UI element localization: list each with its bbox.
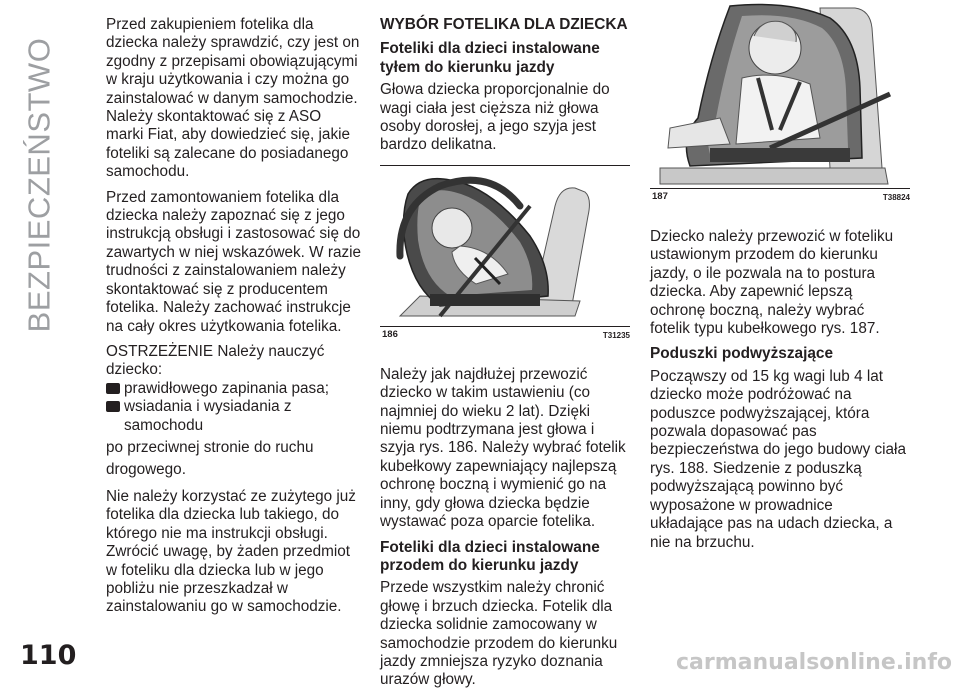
figure-number: 186 (382, 328, 398, 340)
watermark: carmanualsonline.info (676, 650, 952, 675)
warning-intro: OSTRZEŻENIE Należy nauczyć dziecko: (106, 342, 325, 379)
page-number: 110 (20, 640, 77, 671)
column-1 (106, 16, 362, 624)
list-item (106, 398, 362, 435)
subheading: Poduszki podwyższające (650, 345, 834, 363)
figure-186 (380, 165, 630, 342)
continuation-line: drogowego. (106, 460, 186, 478)
section-title: BEZPIECZEŃSTWO (21, 37, 57, 333)
rear-facing-seat-illustration (380, 166, 630, 326)
continuation-line: po przeciwnej stronie do ruchu (106, 438, 314, 456)
figure-code: T31235 (602, 330, 630, 340)
paragraph: Przede wszystkim należy chronić głowę i brzuch dziecka. Fotelik dla dziecka solidnie zamocowany w samochodzie przodem do kierunku jazdy zmniejsza ryzyko doznania urazów głowy. (380, 579, 618, 689)
column-2 (380, 16, 630, 697)
paragraph: Głowa dziecka proporcjonalnie do wagi ciała jest cięższa niż głowa osoby dorosłej, a jego szyja jest bardzo delikatna. (380, 81, 610, 154)
bullet-box-icon (106, 401, 120, 412)
section-title-vertical (6, 20, 72, 350)
column-3 (650, 16, 908, 559)
subheading: Foteliki dla dzieci instalowane przodem do kierunku jazdy (380, 538, 600, 574)
list-continuation (106, 437, 362, 481)
paragraph: Nie należy korzystać ze zużytego już fotelika dla dziecka lub takiego, do którego nie ma instrukcji obsługi. Zwrócić uwagę, by żaden przedmiot w foteliku dla dziecka lub w jego pobliżu nie przeszkadzał w zainstalowaniu go w samochodzie. (106, 487, 356, 616)
paragraph: Przed zamontowaniem fotelika dla dziecka należy zapoznać się z jego instrukcją obsługi i zastosować się do zawartych w niej wskazówek. W razie trudności z zainstalowaniem należy skontaktować się z producentem fotelika. Należy zachować instrukcje na cały okres użytkowania fotelika. (106, 188, 362, 335)
paragraph: Przed zakupieniem fotelika dla dziecka należy sprawdzić, czy jest on zgodny z przepisami obowiązującymi w kraju użytkowania i czy można go zainstalować w danym samochodzie. Należy skontaktować się z ASO marki Fiat, aby dowiedzieć się, jakie foteliki są zalecane do posiadanego samochodu. (106, 16, 360, 181)
list-item-text: prawidłowego zapinania pasa; (124, 379, 329, 397)
paragraph: Dziecko należy przewozić w foteliku ustawionym przodem do kierunku jazdy, o ile pozwala na to postura dziecka. Aby zapewnić lepszą ochronę boczną, należy wybrać fotelik typu kubełkowego rys. 187. (650, 228, 894, 338)
figure-number: 187 (652, 191, 668, 202)
figure-code: T38824 (882, 193, 910, 202)
figure-187 (650, 0, 910, 204)
figure-caption (650, 189, 910, 204)
figure-caption (380, 327, 630, 342)
paragraph: Należy jak najdłużej przewozić dziecko w takim ustawieniu (co najmniej do wieku 2 lat). Dzięki niemu podtrzymana jest głowa i szyja rys. 186. Należy wybrać fotelik kubełkowy zapewniający najlepszą ochronę boczną i wymienić go na inny, gdy głowa dziecka będzie wystawać poza oparcie fotelika. (380, 365, 626, 531)
list-item (106, 380, 362, 398)
paragraph: Począwszy od 15 kg wagi lub 4 lat dziecko może podróżować na poduszce podwyższającej, która pozwala dopasować pas bezpieczeństwa do jego budowy ciała rys. 188. Siedzenie z poduszką podwyższającą powinno być wyposażone w prowadnice układające pas na udach dziecka, a nie na brzuchu. (650, 367, 906, 551)
list-item-text: wsiadania i wysiadania z samochodu (124, 398, 292, 434)
heading: WYBÓR FOTELIKA DLA DZIECKA (380, 16, 628, 33)
subheading: Foteliki dla dzieci instalowane tyłem do kierunku jazdy (380, 40, 600, 76)
bullet-box-icon (106, 383, 120, 394)
forward-facing-seat-illustration (650, 0, 910, 188)
